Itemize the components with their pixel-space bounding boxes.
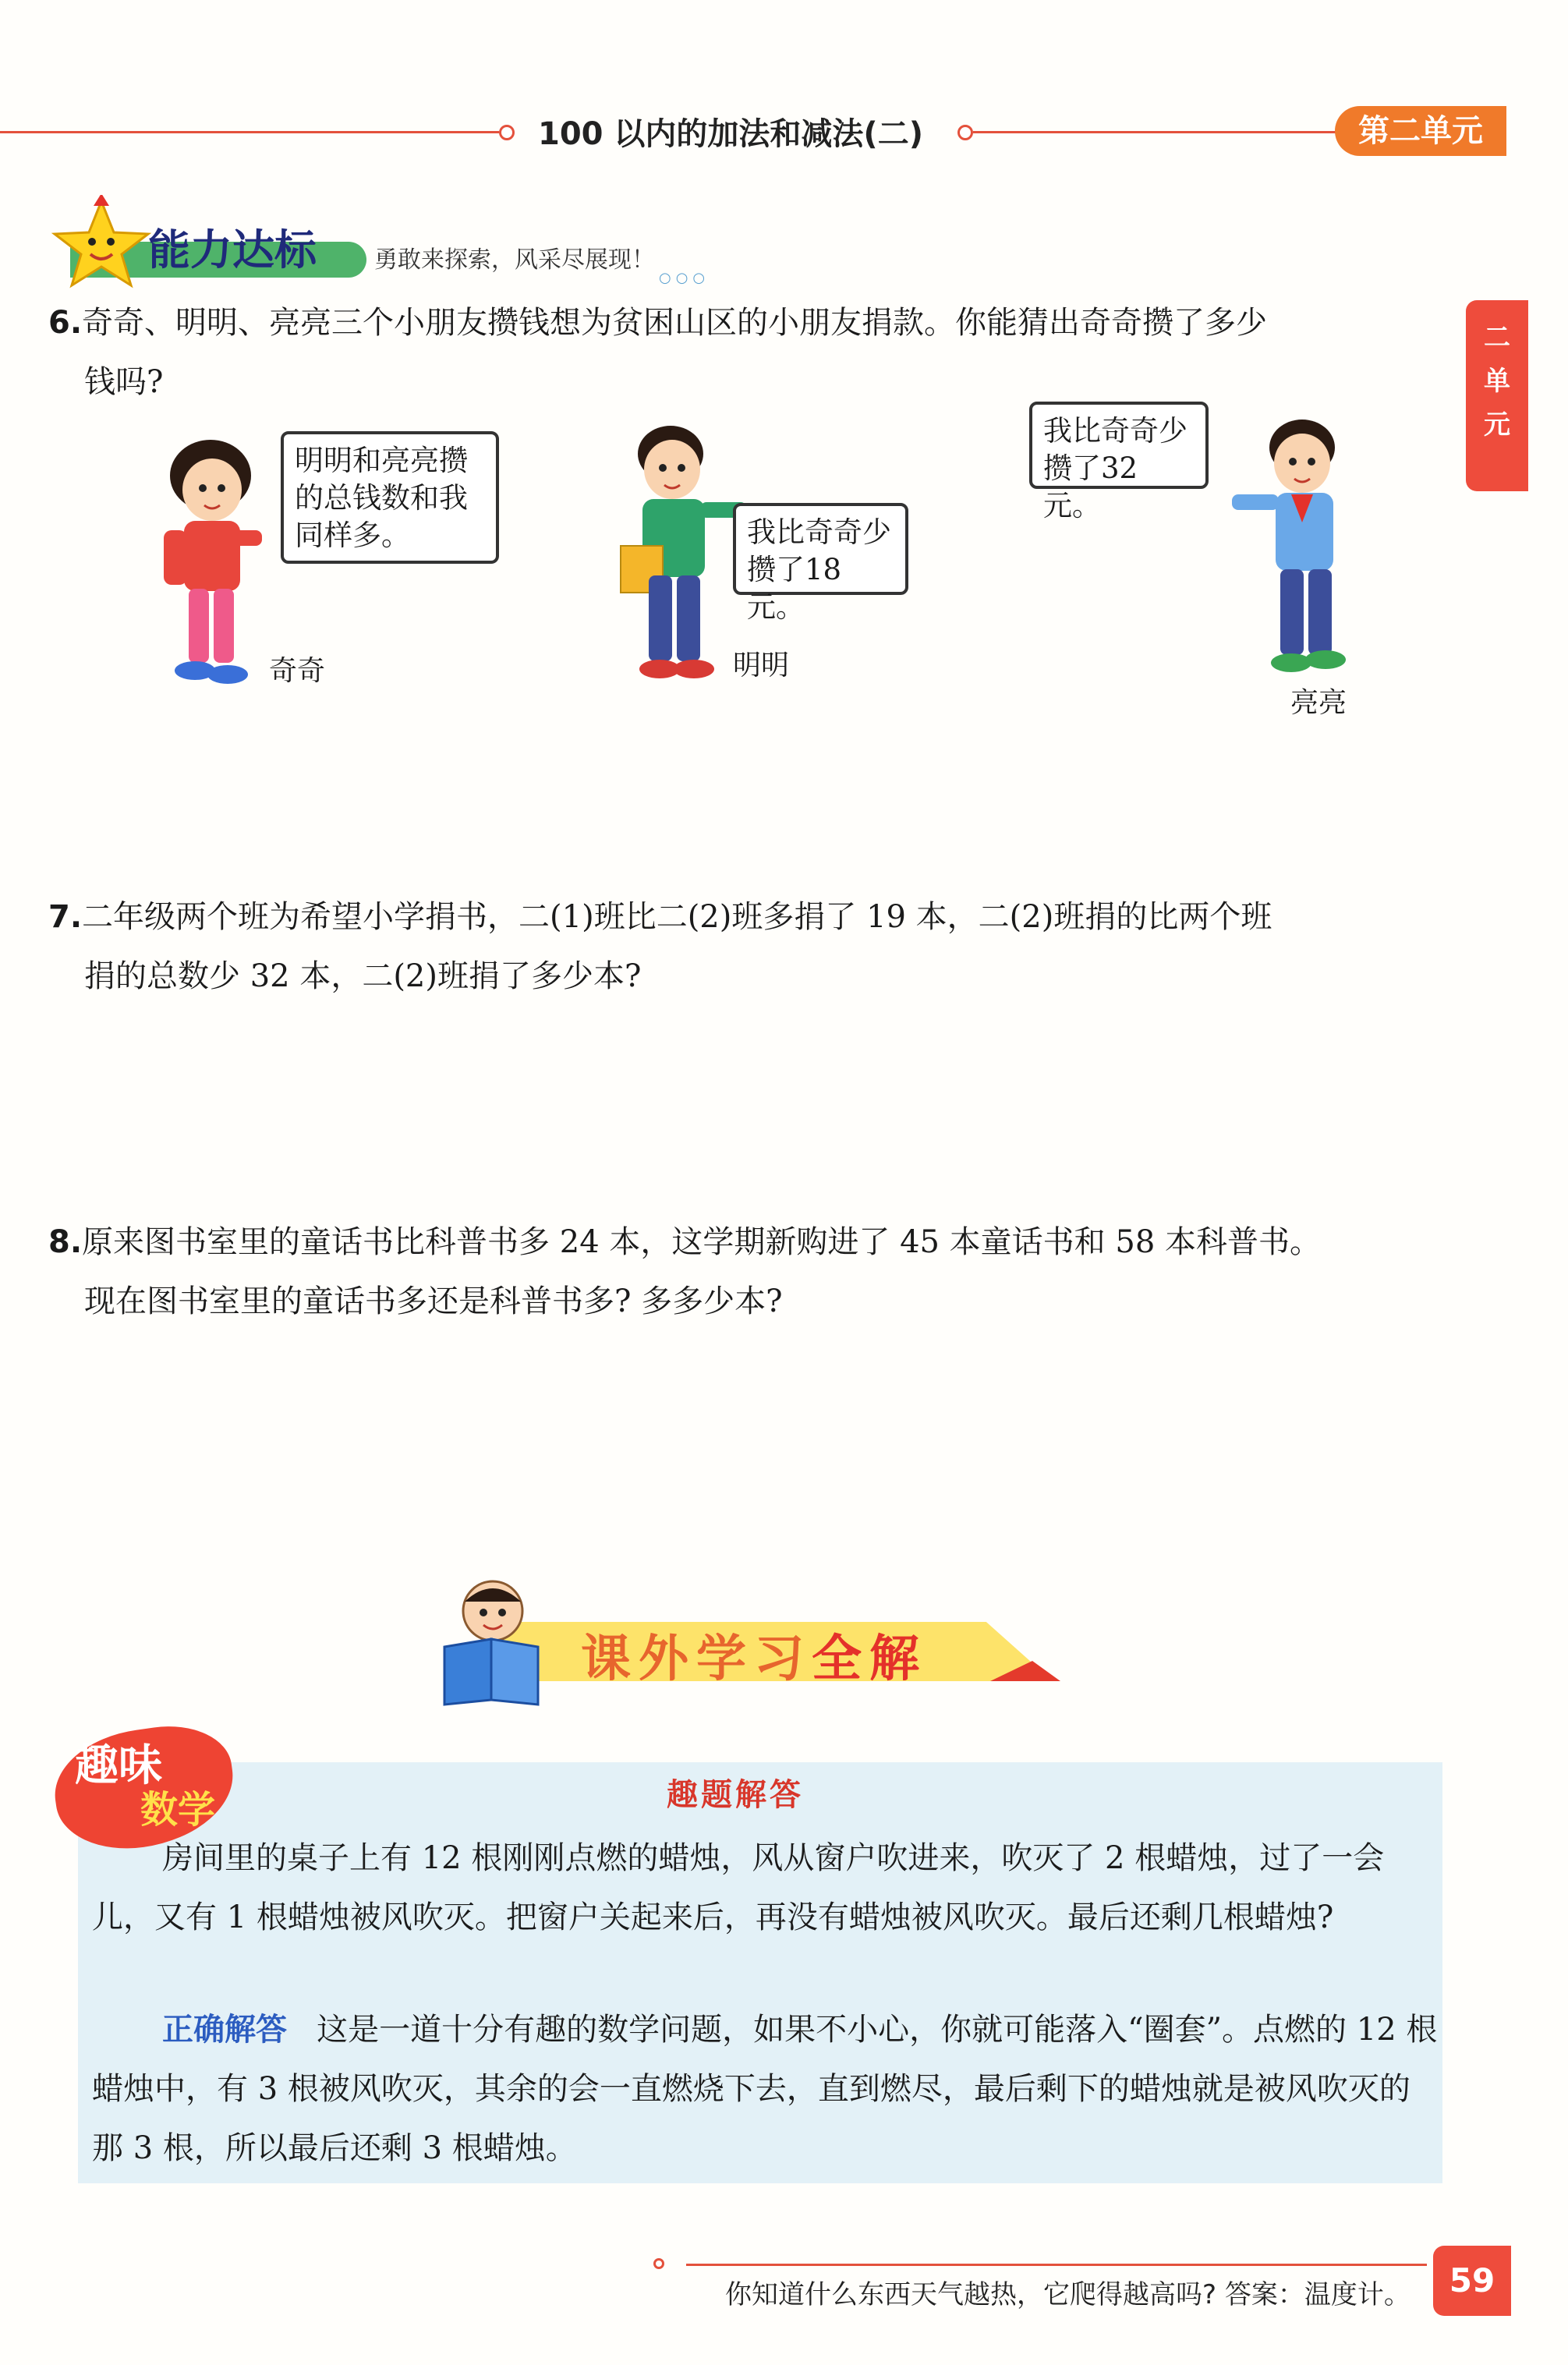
header-dot-right [957,125,973,140]
question-number: 7. [48,899,83,935]
bubble-line: 我比奇奇少 [1043,414,1188,448]
bubble-line: 攒了32元。 [1043,451,1138,522]
header-rule-right [973,131,1340,133]
boy-liangliang-illustration [1216,413,1388,686]
question-6 [48,293,1444,412]
chapter-title: 100 以内的加法和减法(二) [538,116,923,152]
page-number: 59 [1433,2246,1511,2316]
puzzle-text: 房间里的桌子上有 12 根刚刚点燃的蜡烛，风从窗户吹进来，吹灭了 2 根蜡烛，过了一会儿，又有 1 根蜡烛被风吹灭。把窗户关起来后，再没有蜡烛被风吹灭。最后还剩几根蜡烛? [92,1840,1385,1935]
answer-label: 正确解答 [162,2012,287,2048]
question-text: 奇奇、明明、亮亮三个小朋友攒钱想为贫困山区的小朋友捐款。你能猜出奇奇攒了多少 [82,305,1268,341]
section-title: 能力达标 [148,225,317,274]
badge-text: 数学 [140,1788,216,1832]
reading-boy-icon [437,1575,546,1708]
badge-text: 趣味 [75,1740,162,1791]
name-label-qiqi: 奇奇 [269,655,326,687]
star-mascot-icon [47,195,156,289]
decor-dots: ○○○ [659,270,710,286]
name-label-liangliang: 亮亮 [1290,687,1347,719]
side-unit-tab [1466,300,1528,491]
extra-learning-title [581,1619,927,1691]
side-tab-char: 元 [1484,409,1510,441]
bubble-line: 的总钱数和我 [295,481,468,515]
bubble-line: 同样多。 [295,519,410,552]
question-text: 现在图书室里的童话书多还是科普书多? 多多少本? [84,1283,783,1319]
question-text: 二年级两个班为希望小学捐书，二(1)班比二(2)班多捐了 19 本，二(2)班捐的比两个班 [82,899,1272,935]
answer-paragraph [92,2000,1441,2178]
footer-dot [653,2258,664,2269]
speech-bubble-qiqi [281,431,499,564]
name-label-mingming: 明明 [733,650,790,682]
question-8 [48,1213,1444,1331]
bubble-line: 明明和亮亮攒 [295,444,468,477]
unit-tab: 第二单元 [1335,106,1506,156]
question-text: 捐的总数少 32 本，二(2)班捐了多少本? [84,958,642,994]
header-dot-left [499,125,515,140]
question-7 [48,887,1444,1006]
question-number: 8. [48,1224,83,1260]
banner-text: 课外学习 [581,1630,812,1688]
footer-riddle: 你知道什么东西天气越热，它爬得越高吗? 答案：温度计。 [725,2279,1410,2310]
side-tab-char: 单 [1484,366,1510,397]
side-tab-char: 二 [1484,322,1510,353]
bubble-line: 攒了18元。 [747,553,842,624]
question-text: 原来图书室里的童话书比科普书多 24 本，这学期新购进了 45 本童话书和 58 本科普书。 [82,1224,1322,1260]
puzzle-title: 趣题解答 [667,1777,804,1813]
speech-bubble-liangliang [1029,402,1209,522]
speech-bubble-mingming [733,503,908,624]
bubble-line: 我比奇奇少 [747,515,891,549]
banner-text-emphasis: 全解 [812,1630,927,1688]
footer-rule [686,2264,1427,2266]
header-rule-left [0,131,499,133]
section-subtitle: 勇敢来探索，风采尽展现！ [374,246,655,274]
question-text: 钱吗? [84,364,164,400]
question-number: 6. [48,305,83,341]
answer-text: 这是一道十分有趣的数学问题，如果不小心，你就可能落入“圈套”。点燃的 12 根蜡烛中，有 3 根被风吹灭，其余的会一直燃烧下去，直到燃尽，最后剩下的蜡烛就是被风吹灭的那 3 根，所以最后还剩 3 根蜡烛。 [92,2012,1438,2166]
